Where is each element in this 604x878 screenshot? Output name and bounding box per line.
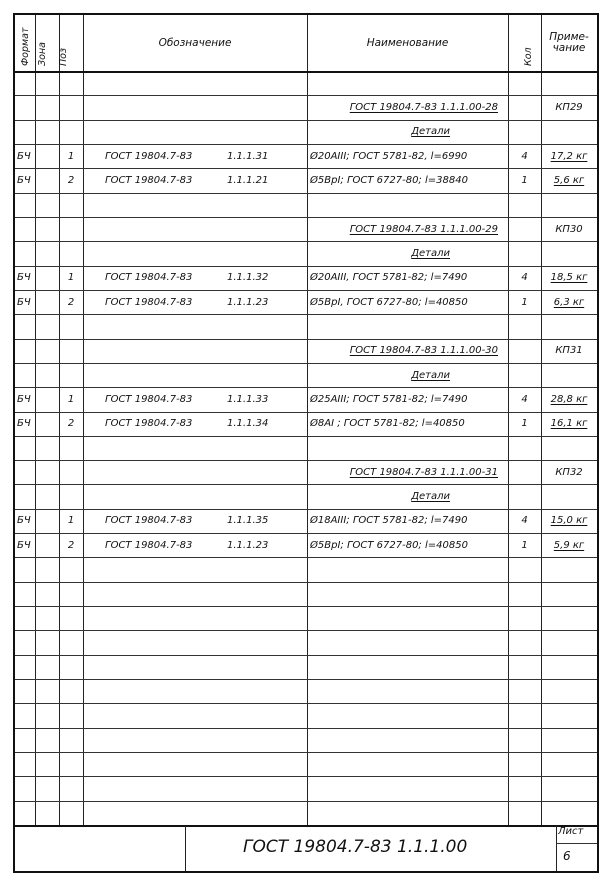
row-divider (15, 557, 597, 558)
cell-format (17, 95, 34, 119)
cell-qty: 4 (521, 272, 528, 284)
header-name: Наименование (366, 36, 449, 49)
cell-qty (508, 71, 541, 95)
cell-name (310, 314, 506, 338)
cell-format: БЧ (17, 272, 31, 284)
cell-pos (59, 95, 83, 119)
cell-note (543, 193, 595, 217)
cell-pos: 1 (67, 393, 75, 405)
cell-name: Детали (411, 126, 450, 138)
cell-designation-code (227, 339, 303, 363)
cell-designation-code (227, 241, 303, 265)
cell-qty (508, 95, 541, 119)
cell-name (310, 436, 506, 460)
cell-qty (508, 339, 541, 363)
table-row (15, 120, 597, 144)
table-row (15, 412, 597, 436)
cell-format (17, 217, 34, 241)
cell-note: 5,6 кг (553, 174, 585, 186)
doc-code: ГОСТ 19804.7-83 1.1.1.00 (243, 837, 468, 857)
cell-note (543, 120, 595, 144)
table-row (15, 217, 597, 241)
cell-name: ГОСТ 19804.7-83 1.1.1.00-29 (349, 223, 498, 235)
header-zone: Зона (37, 42, 48, 66)
cell-note: КП30 (555, 223, 583, 235)
cell-name: Ø5ВрI, ГОСТ 6727-80; l=40850 (310, 296, 468, 308)
cell-format: БЧ (17, 296, 31, 308)
cell-qty: 1 (521, 539, 528, 551)
row-divider (15, 679, 597, 680)
cell-pos: 2 (67, 296, 75, 308)
table-row (15, 168, 597, 192)
cell-designation-code: 1.1.1.33 (227, 393, 269, 405)
table-row (15, 144, 597, 168)
cell-designation (105, 217, 225, 241)
cell-note: 6,3 кг (553, 296, 585, 308)
cell-format (17, 484, 34, 508)
cell-designation (105, 436, 225, 460)
cell-designation: ГОСТ 19804.7-83 (105, 174, 193, 186)
cell-format (17, 71, 34, 95)
cell-qty (508, 484, 541, 508)
cell-pos (59, 363, 83, 387)
header-note (541, 15, 597, 71)
cell-qty: 4 (521, 393, 528, 405)
cell-note (543, 314, 595, 338)
table-row (15, 241, 597, 265)
cell-note: 18,5 кг (550, 272, 588, 284)
cell-designation (105, 120, 225, 144)
cell-designation (105, 363, 225, 387)
cell-note: КП32 (555, 466, 583, 478)
cell-name: Ø18АIII; ГОСТ 5781-82; l=7490 (310, 515, 468, 527)
cell-qty (508, 241, 541, 265)
cell-designation-code: 1.1.1.35 (227, 515, 269, 527)
cell-pos: 1 (67, 272, 75, 284)
table-row (15, 193, 597, 217)
cell-designation-code: 1.1.1.31 (227, 150, 269, 162)
table-row (15, 290, 597, 314)
cell-note (543, 241, 595, 265)
cell-format: БЧ (17, 150, 31, 162)
cell-qty: 4 (521, 515, 528, 527)
cell-pos: 2 (67, 174, 75, 186)
cell-note: 5,9 кг (553, 539, 585, 551)
table-row (15, 95, 597, 119)
cell-pos (59, 71, 83, 95)
cell-format: БЧ (17, 539, 31, 551)
cell-designation: ГОСТ 19804.7-83 (105, 418, 193, 430)
row-divider (15, 655, 597, 656)
cell-designation-code: 1.1.1.21 (227, 174, 269, 186)
table-row (15, 484, 597, 508)
cell-designation: ГОСТ 19804.7-83 (105, 272, 193, 284)
cell-qty (508, 436, 541, 460)
cell-pos (59, 436, 83, 460)
table-row (15, 509, 597, 533)
cell-name: Ø20АIII; ГОСТ 5781-82, l=6990 (310, 150, 468, 162)
cell-pos (59, 120, 83, 144)
header-note-line1: Приме- (549, 31, 589, 43)
cell-name: ГОСТ 19804.7-83 1.1.1.00-31 (349, 466, 498, 478)
table-row (15, 387, 597, 411)
cell-name: Ø25АIII; ГОСТ 5781-82; l=7490 (310, 393, 468, 405)
cell-pos (59, 460, 83, 484)
table-row (15, 533, 597, 557)
cell-format: БЧ (17, 418, 31, 430)
header-designation: Обозначение (158, 36, 232, 49)
cell-qty: 1 (521, 418, 528, 430)
cell-format: БЧ (17, 515, 31, 527)
header-format: Формат (20, 27, 31, 66)
cell-designation (105, 95, 225, 119)
cell-format (17, 436, 34, 460)
cell-designation (105, 193, 225, 217)
cell-designation: ГОСТ 19804.7-83 (105, 150, 193, 162)
cell-format (17, 363, 34, 387)
row-divider (15, 606, 597, 607)
cell-name: Ø5ВрI; ГОСТ 6727-80; l=38840 (310, 174, 468, 186)
cell-qty: 1 (521, 174, 528, 186)
cell-name (310, 193, 506, 217)
cell-qty (508, 193, 541, 217)
cell-name: ГОСТ 19804.7-83 1.1.1.00-28 (349, 101, 498, 113)
cell-qty (508, 363, 541, 387)
cell-designation (105, 314, 225, 338)
cell-name: Ø5ВрI; ГОСТ 6727-80; l=40850 (310, 539, 468, 551)
cell-designation-code (227, 484, 303, 508)
cell-designation-code (227, 71, 303, 95)
row-divider (15, 752, 597, 753)
cell-note (543, 363, 595, 387)
cell-name: Ø20АIII, ГОСТ 5781-82; l=7490 (310, 272, 468, 284)
cell-designation-code: 1.1.1.23 (227, 296, 269, 308)
cell-pos (59, 241, 83, 265)
cell-designation (105, 241, 225, 265)
cell-name: Детали (411, 491, 450, 503)
cell-designation (105, 484, 225, 508)
cell-qty: 1 (521, 296, 528, 308)
cell-designation (105, 460, 225, 484)
cell-designation: ГОСТ 19804.7-83 (105, 296, 193, 308)
cell-designation (105, 71, 225, 95)
row-divider (15, 801, 597, 802)
table-row (15, 266, 597, 290)
cell-designation (105, 339, 225, 363)
row-divider (15, 582, 597, 583)
cell-designation-code (227, 193, 303, 217)
cell-qty (508, 460, 541, 484)
cell-qty: 4 (521, 150, 528, 162)
cell-pos: 2 (67, 539, 75, 551)
cell-pos (59, 484, 83, 508)
cell-note (543, 436, 595, 460)
cell-name (310, 71, 506, 95)
header-qty: Кол (523, 47, 534, 66)
cell-pos: 2 (67, 418, 75, 430)
table-row (15, 363, 597, 387)
cell-designation-code (227, 217, 303, 241)
cell-pos (59, 217, 83, 241)
cell-qty (508, 217, 541, 241)
cell-note (543, 71, 595, 95)
cell-qty (508, 120, 541, 144)
cell-name: Детали (411, 247, 450, 259)
table-row (15, 71, 597, 95)
table-row (15, 314, 597, 338)
cell-format: БЧ (17, 393, 31, 405)
cell-pos (59, 193, 83, 217)
cell-designation-code (227, 120, 303, 144)
cell-designation: ГОСТ 19804.7-83 (105, 393, 193, 405)
header-note-line2: чание (552, 42, 586, 54)
cell-designation-code: 1.1.1.34 (227, 418, 269, 430)
cell-name: Ø8АI ; ГОСТ 5781-82; l=40850 (310, 418, 465, 430)
sheet-label: Лист (558, 826, 584, 837)
row-divider (15, 728, 597, 729)
cell-name: ГОСТ 19804.7-83 1.1.1.00-30 (349, 345, 498, 357)
cell-note: КП29 (555, 101, 583, 113)
title-block (15, 825, 597, 871)
cell-format (17, 339, 34, 363)
specification-sheet (13, 13, 599, 873)
cell-pos (59, 339, 83, 363)
cell-designation: ГОСТ 19804.7-83 (105, 515, 193, 527)
cell-note: 16,1 кг (550, 418, 588, 430)
cell-format: БЧ (17, 174, 31, 186)
cell-note: 17,2 кг (550, 150, 588, 162)
cell-pos: 1 (67, 150, 75, 162)
sheet-number: 6 (563, 849, 571, 863)
cell-designation-code (227, 314, 303, 338)
cell-note: 28,8 кг (550, 393, 588, 405)
cell-designation-code (227, 436, 303, 460)
cell-designation-code (227, 460, 303, 484)
cell-pos (59, 314, 83, 338)
row-divider (15, 630, 597, 631)
cell-designation-code: 1.1.1.23 (227, 539, 269, 551)
cell-note: КП31 (555, 345, 583, 357)
table-row (15, 339, 597, 363)
row-divider (15, 776, 597, 777)
cell-name: Детали (411, 369, 450, 381)
table-row (15, 436, 597, 460)
cell-format (17, 193, 34, 217)
table-row (15, 460, 597, 484)
header-pos: Поз (58, 47, 69, 66)
row-divider (15, 703, 597, 704)
cell-format (17, 460, 34, 484)
cell-note: 15,0 кг (550, 515, 588, 527)
cell-designation: ГОСТ 19804.7-83 (105, 539, 193, 551)
cell-designation-code: 1.1.1.32 (227, 272, 269, 284)
cell-note (543, 484, 595, 508)
cell-format (17, 120, 34, 144)
cell-designation-code (227, 95, 303, 119)
cell-format (17, 314, 34, 338)
cell-format (17, 241, 34, 265)
cell-designation-code (227, 363, 303, 387)
cell-qty (508, 314, 541, 338)
cell-pos: 1 (67, 515, 75, 527)
